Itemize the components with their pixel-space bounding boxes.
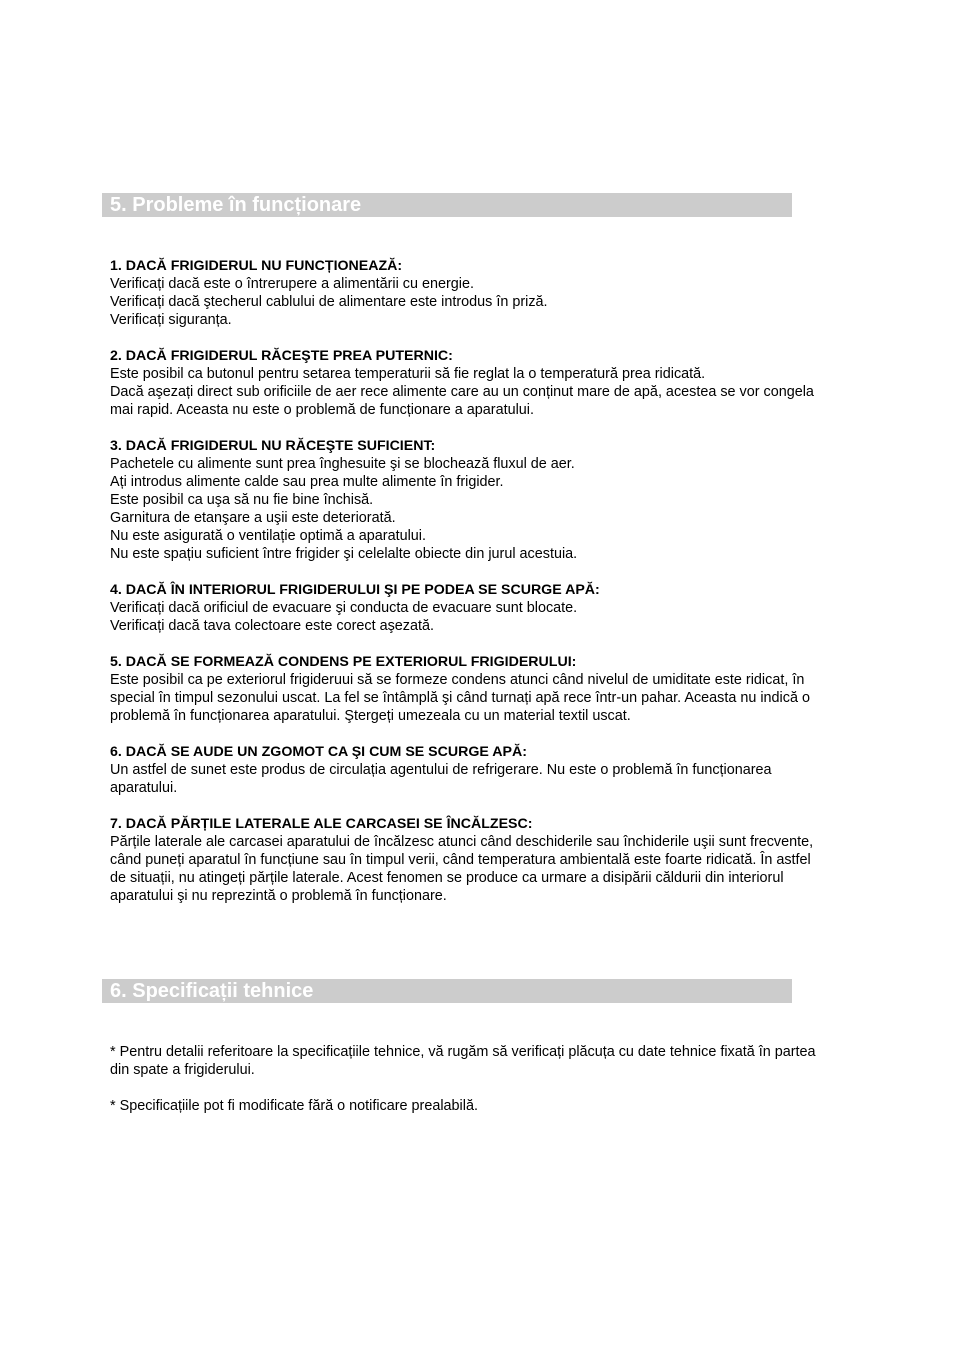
item-title: 6. DACĂ SE AUDE UN ZGOMOT CA ŞI CUM SE SCURGE APĂ: [110, 744, 527, 760]
troubleshooting-item [110, 581, 840, 635]
troubleshooting-item [110, 653, 840, 725]
item-line: Nu este spațiu suficient între frigider şi celelalte obiecte din jurul acestuia. [110, 546, 578, 562]
section-heading-specs: 6. Specificații tehnice [102, 979, 792, 1003]
section-heading-problems: 5. Probleme în funcționare [102, 193, 792, 217]
spec-note: * Specificațiile pot fi modificate fără o notificare prealabilă. [110, 1098, 478, 1114]
item-paragraph: Este posibil ca pe exteriorul frigideruui să se formeze condens atunci când nivelul de umiditate este ridicat, în special în timpul sezonului uscat. La fel se întâmplă şi când turnați apă rece într-un pahar. Aceasta nu indică o problemă în funcționarea aparatului. Ştergeți umezeala cu un material textil uscat. [110, 672, 810, 724]
item-paragraph: Un astfel de sunet este produs de circulația agentului de refrigerare. Nu este o problemă în funcționarea aparatului. [110, 762, 772, 796]
item-line: Este posibil ca butonul pentru setarea temperaturii să fie reglat la o temperatură prea ridicată. [110, 366, 706, 382]
item-title: 5. DACĂ SE FORMEAZĂ CONDENS PE EXTERIORUL FRIGIDERULUI: [110, 654, 577, 670]
item-title: 2. DACĂ FRIGIDERUL RĂCEŞTE PREA PUTERNIC: [110, 348, 453, 364]
item-line: Verificați dacă tava colectoare este corect aşezată. [110, 618, 434, 634]
item-line: Verificați siguranța. [110, 312, 232, 328]
troubleshooting-item [110, 347, 840, 419]
item-title: 3. DACĂ FRIGIDERUL NU RĂCEŞTE SUFICIENT: [110, 438, 436, 454]
item-title: 1. DACĂ FRIGIDERUL NU FUNCȚIONEAZĂ: [110, 258, 403, 274]
troubleshooting-item [110, 437, 840, 563]
item-paragraph: Părțile laterale ale carcasei aparatului de încălzesc atunci când deschiderile sau închiderile uşii sunt frecvente, când puneți aparatul în funcțiune sau în timpul verii, când temperatura ambientală este foarte ridicată. În astfel de situații, nu atingeți părțile laterale. Acest fenomen se produce ca urmare a disipării căldurii din interiorul aparatului şi nu reprezintă o problemă în funcționare. [110, 834, 814, 904]
item-line: Verificați dacă ştecherul cablului de alimentare este introdus în priză. [110, 294, 548, 310]
specifications-notes [110, 1043, 840, 1133]
item-line: Verificați dacă orificiul de evacuare şi conducta de evacuare sunt blocate. [110, 600, 578, 616]
item-paragraph: Dacă aşezați direct sub orificiile de aer rece alimente care au un conținut mare de apă, acestea se vor congela mai rapid. Aceasta nu este o problemă de funcționare a aparatului. [110, 384, 814, 418]
item-line: Verificați dacă este o întrerupere a alimentării cu energie. [110, 276, 474, 292]
troubleshooting-item [110, 743, 840, 797]
item-line: Nu este asigurată o ventilație optimă a aparatului. [110, 528, 426, 544]
item-title: 4. DACĂ ÎN INTERIORUL FRIGIDERULUI ŞI PE PODEA SE SCURGE APĂ: [110, 582, 600, 598]
item-line: Este posibil ca uşa să nu fie bine închisă. [110, 492, 374, 508]
item-line: Ați introdus alimente calde sau prea multe alimente în frigider. [110, 474, 504, 490]
troubleshooting-item [110, 257, 840, 329]
spec-note: * Pentru detalii referitoare la specificațiile tehnice, vă rugăm să verificați plăcuța cu date tehnice fixată în partea din spate a frigiderului. [110, 1044, 816, 1078]
troubleshooting-item [110, 815, 840, 905]
troubleshooting-list [110, 257, 840, 923]
item-line: Pachetele cu alimente sunt prea înghesuite şi se blochează fluxul de aer. [110, 456, 575, 472]
item-line: Garnitura de etanşare a uşii este deteriorată. [110, 510, 396, 526]
item-title: 7. DACĂ PĂRȚILE LATERALE ALE CARCASEI SE ÎNCĂLZESC: [110, 816, 533, 832]
